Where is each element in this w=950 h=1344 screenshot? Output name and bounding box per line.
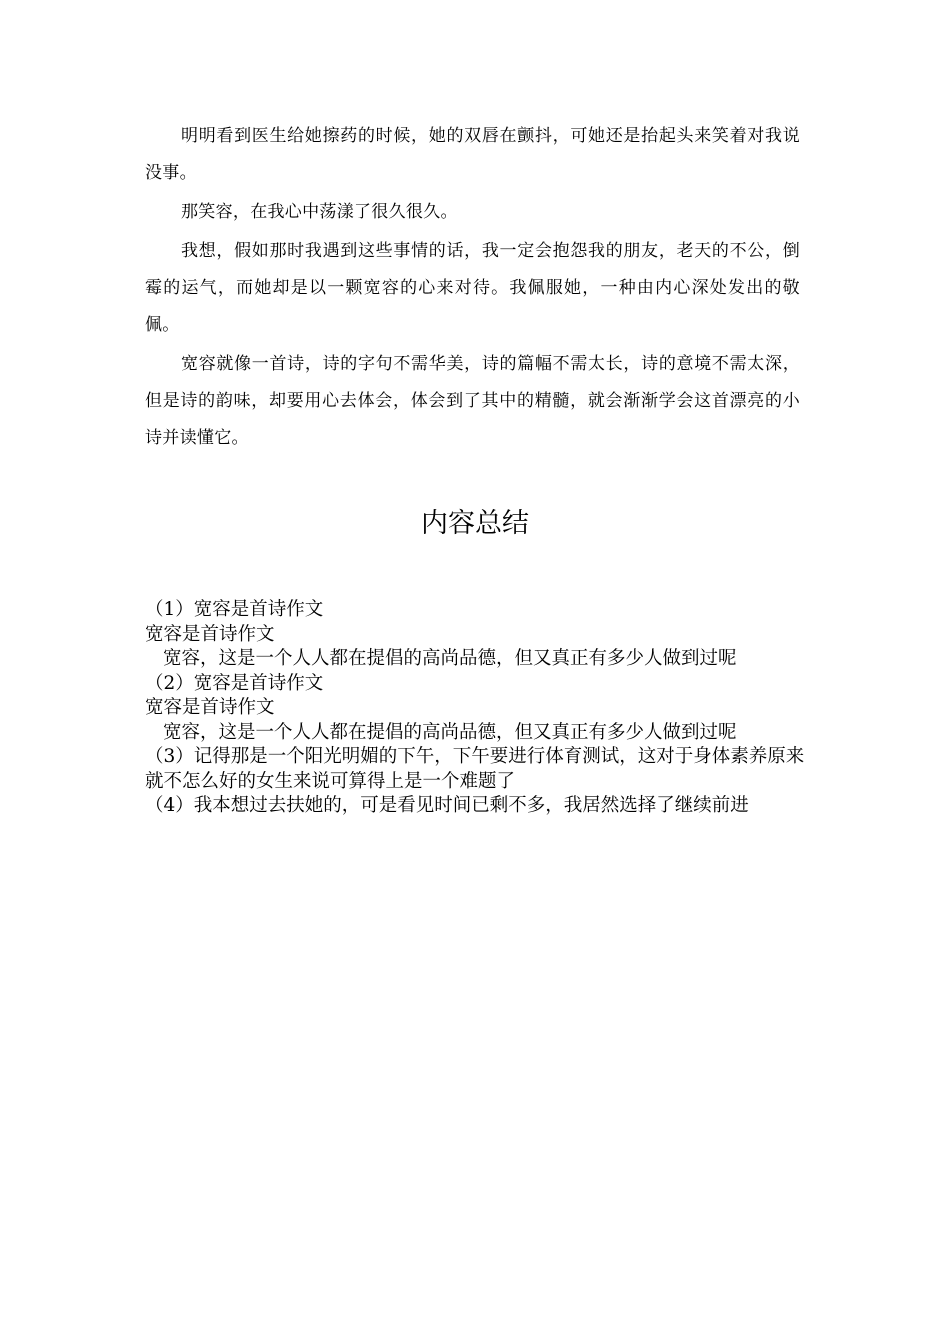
summary-item-heading: （1）宽容是首诗作文 (145, 599, 324, 620)
summary-item-heading: （2）宽容是首诗作文 (145, 672, 324, 694)
summary-item-subtitle: 宽容是首诗作文 (145, 697, 275, 718)
summary-item-heading: （3）记得那是一个阳光明媚的下午，下午要进行体育测试，这对于身体素养原来就不怎么好的女生来说可算得上是一个难题了 (145, 746, 805, 792)
essay-paragraph: 那笑容，在我心中荡漾了很久很久。 (181, 202, 458, 222)
essay-paragraph: 明明看到医生给她擦药的时候，她的双唇在颤抖，可她还是抬起头来笑着对我说没事。 (145, 126, 800, 183)
summary-title: 内容总结 (421, 508, 529, 539)
essay-paragraph: 宽容就像一首诗，诗的字句不需华美，诗的篇幅不需太长，诗的意境不需太深，但是诗的韵味，却要用心去体会，体会到了其中的精髓，就会渐渐学会这首漂亮的小诗并读懂它。 (145, 354, 800, 448)
essay-body (145, 118, 800, 459)
summary-item-text: 宽容，这是一个人人都在提倡的高尚品德，但又真正有多少人做到过呢 (163, 648, 737, 669)
summary-item-subtitle: 宽容是首诗作文 (145, 623, 275, 645)
summary-item-text: 宽容，这是一个人人都在提倡的高尚品德，但又真正有多少人做到过呢 (163, 721, 737, 743)
summary-list (145, 598, 807, 819)
summary-item-heading: （4）我本想过去扶她的，可是看见时间已剩不多，我居然选择了继续前进 (145, 795, 749, 816)
essay-paragraph: 我想，假如那时我遇到这些事情的话，我一定会抱怨我的朋友，老天的不公，倒霉的运气，而她却是以一颗宽容的心来对待。我佩服她，一种由内心深处发出的敬佩。 (145, 241, 800, 335)
